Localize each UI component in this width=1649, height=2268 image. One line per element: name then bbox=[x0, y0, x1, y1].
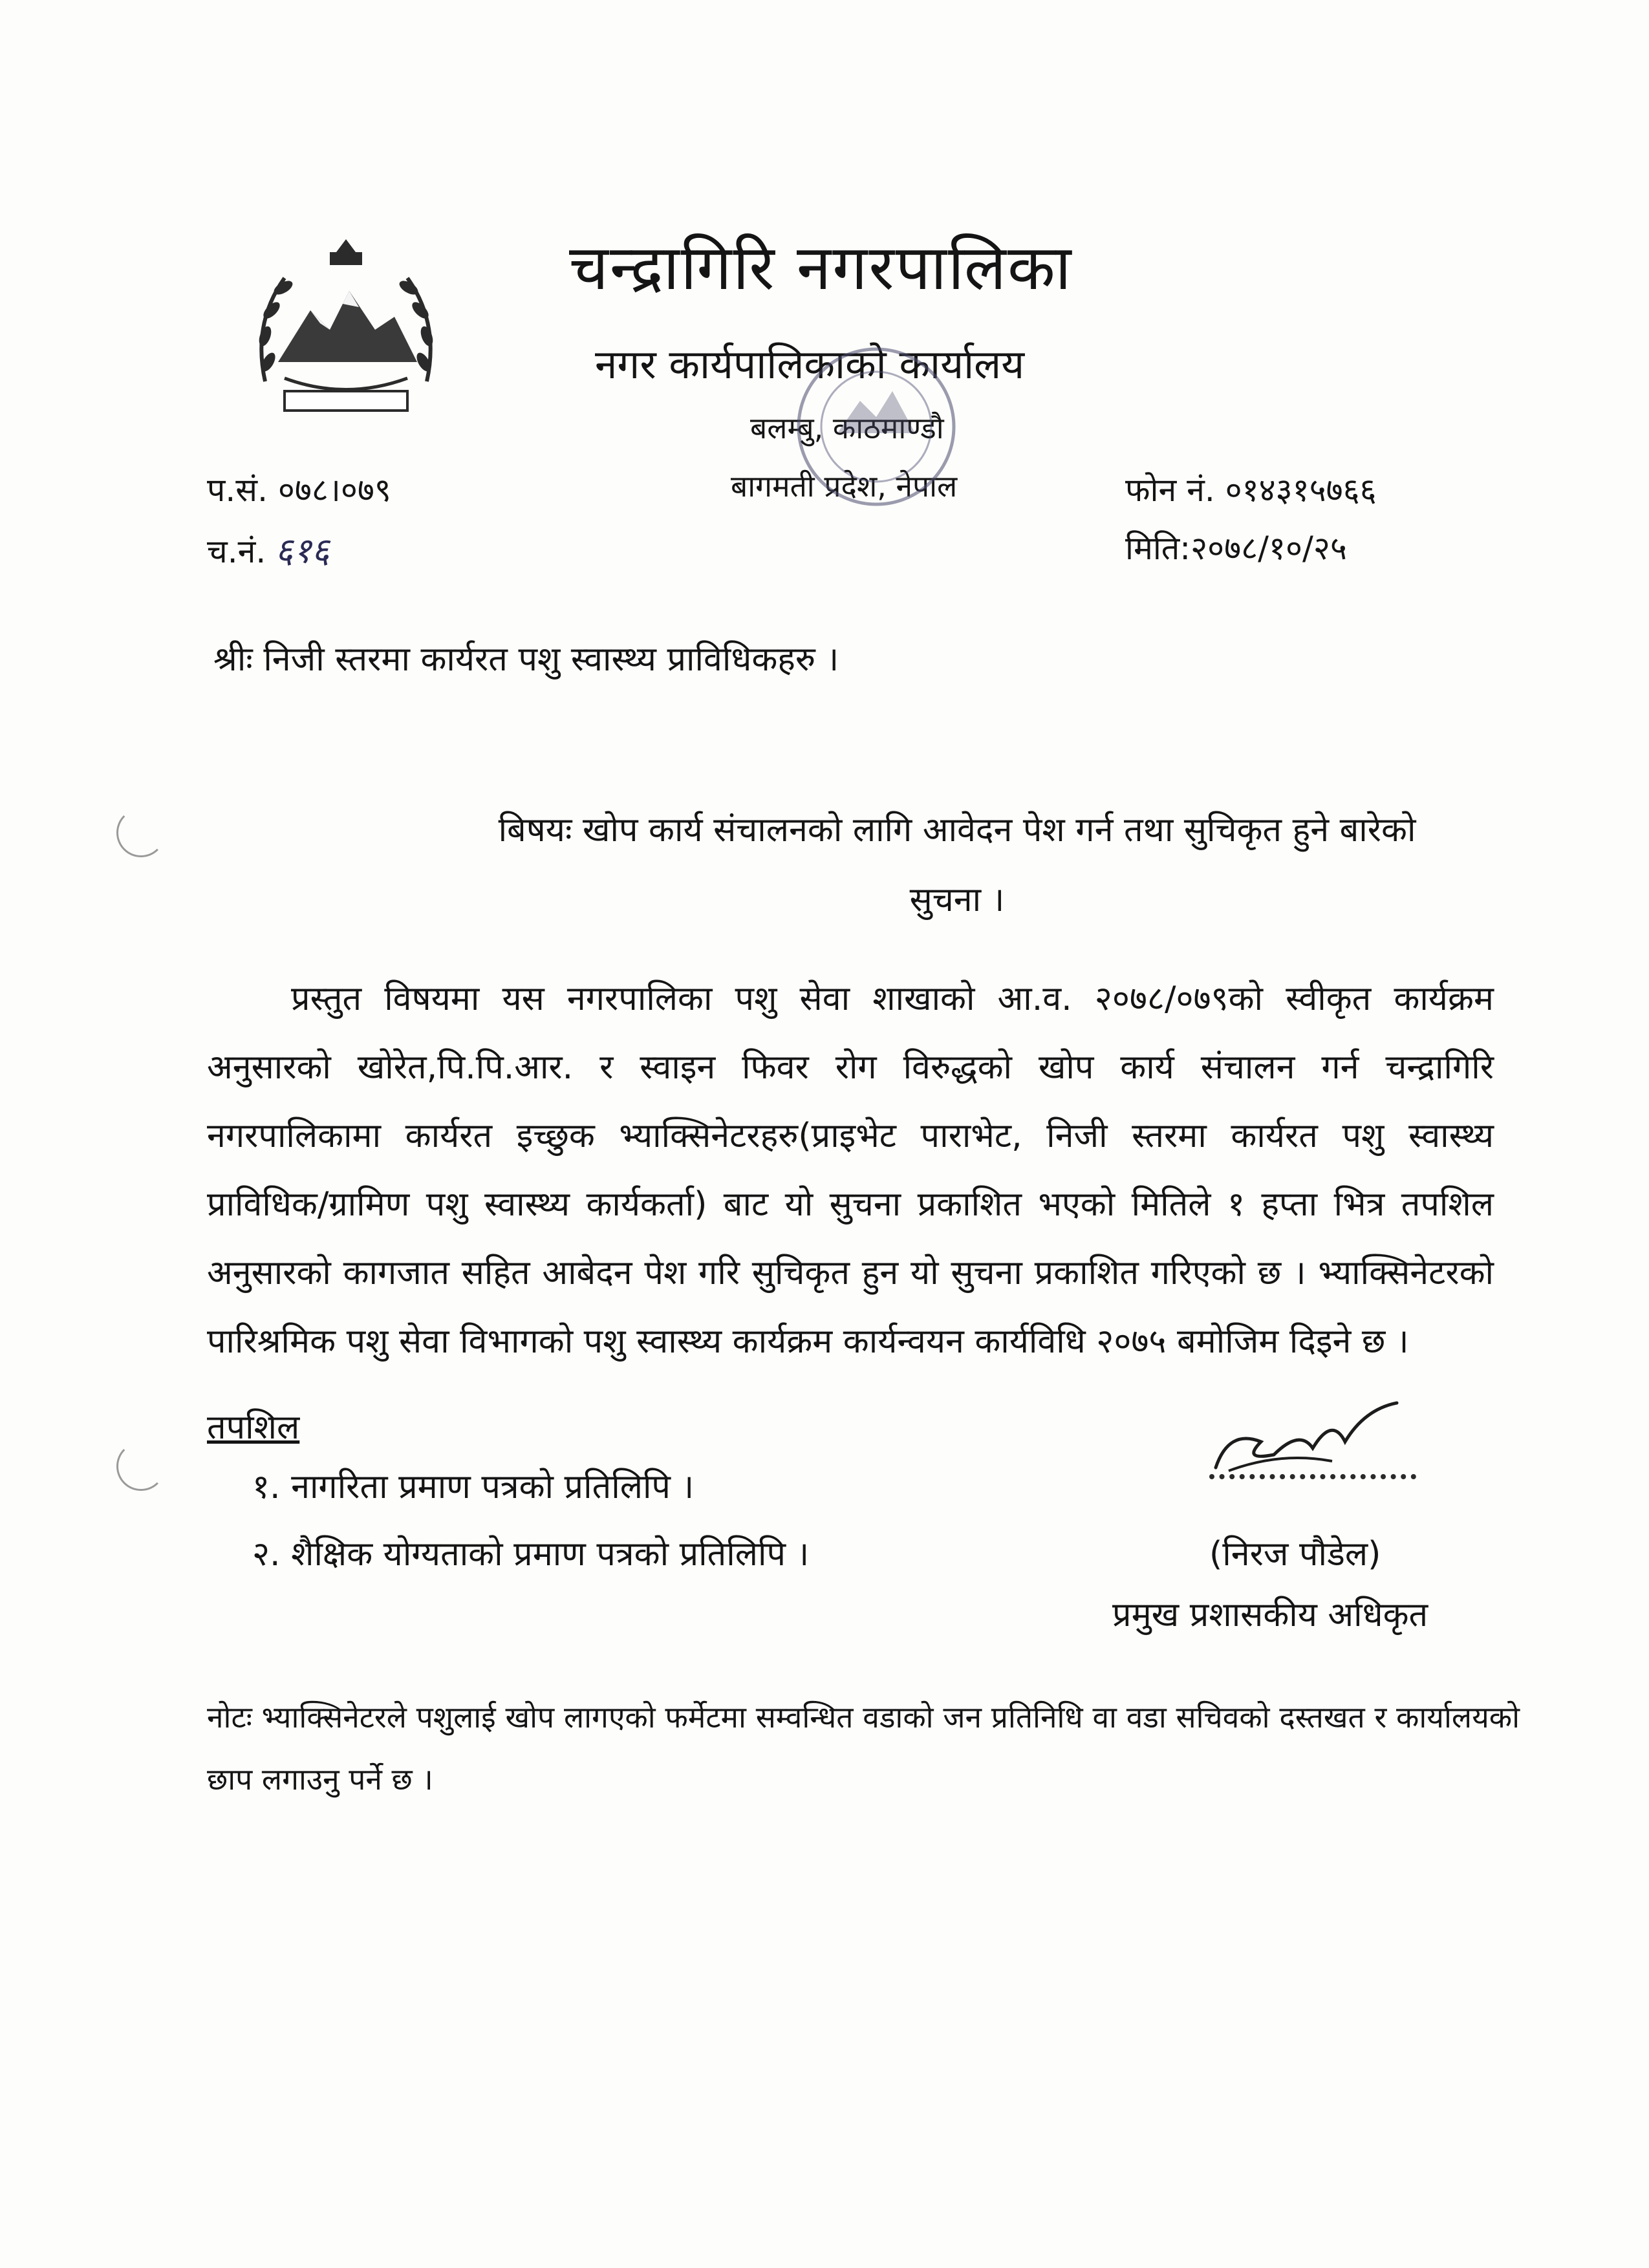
annex-item: २. शैक्षिक योग्यताको प्रमाण पत्रको प्रतिलिपि । bbox=[252, 1535, 810, 1574]
subject-line1: बिषयः खोप कार्य संचालनको लागि आवेदन पेश गर्न तथा सुचिकृत हुने बारेको bbox=[498, 811, 1416, 850]
office-address-line1: बलम्बु, काठमाण्डौ bbox=[750, 411, 944, 445]
signatory-name: (निरज पौडेल) bbox=[1209, 1535, 1381, 1574]
phone-number: फोन नं. ०१४३१५७६६ bbox=[1125, 471, 1377, 509]
office-subtitle: नगर कार्यपालिकाको कार्यालय bbox=[595, 341, 1025, 388]
annex-item: १. नागरिता प्रमाण पत्रको प्रतिलिपि । bbox=[252, 1468, 695, 1506]
subject bbox=[382, 795, 1533, 935]
reference-ps: प.सं. ०७८।०७९ bbox=[207, 471, 391, 509]
reference-cn-value: ६१६ bbox=[275, 530, 330, 571]
signatory-title: प्रमुख प्रशासकीय अधिकृत bbox=[1112, 1596, 1428, 1634]
office-address-line2: बागमती प्रदेश, नेपाल bbox=[731, 469, 958, 504]
subject-line2: सुचना । bbox=[909, 881, 1005, 919]
office-title: चन्द्रागिरि नगरपालिका bbox=[569, 231, 1073, 304]
signature-line bbox=[1209, 1474, 1416, 1479]
body-paragraph: प्रस्तुत विषयमा यस नगरपालिका पशु सेवा शाखाको आ.व. २०७८/०७९को स्वीकृत कार्यक्रम अनुसारको खोरेत,पि.पि.आर. र स्वाइन फिवर रोग विरुद्धको खोप कार्य संचालन गर्न चन्द्रागिरि नगरपालिकामा कार्यरत इच्छुक भ्याक्सिनेटरहरु(प्राइभेट पाराभेट, निजी स्तरमा कार्यरत पशु स्वास्थ्य प्राविधिक/ग्रामिण पशु स्वास्थ्य कार्यकर्ता) बाट यो सुचना प्रकाशित भएको मितिले १ हप्ता भित्र तपशिल अनुसारको कागजात सहित आबेदन पेश गरि सुचिकृत हुन यो सुचना प्रकाशित गरिएको छ । भ्याक्सिनेटरको पारिश्रमिक पशु सेवा विभागको पशु स्वास्थ्य कार्यक्रम कार्यन्वयन कार्यविधि २०७५ बमोजिम दिइने छ । bbox=[207, 979, 1494, 1361]
issue-date: मिति:२०७८/१०/२५ bbox=[1125, 530, 1347, 567]
punch-hole-mark bbox=[116, 1442, 166, 1491]
annex-heading: तपशिल bbox=[207, 1408, 300, 1447]
reference-cn-label: च.नं. bbox=[207, 533, 266, 570]
nepal-emblem-icon bbox=[239, 239, 453, 433]
footer-note: नोटः भ्याक्सिनेटरले पशुलाई खोप लागएको फर्मेटमा सम्वन्धित वडाको जन प्रतिनिधि वा वडा सचिवको दस्तखत र कार्यालयको छाप लगाउनु पर्ने छ । bbox=[207, 1700, 1520, 1797]
punch-hole-mark bbox=[116, 808, 166, 857]
signature-icon bbox=[1203, 1390, 1410, 1487]
reference-cn bbox=[207, 525, 330, 573]
recipient-line: श्रीः निजी स्तरमा कार्यरत पशु स्वास्थ्य प्राविधिकहरु । bbox=[213, 640, 839, 679]
